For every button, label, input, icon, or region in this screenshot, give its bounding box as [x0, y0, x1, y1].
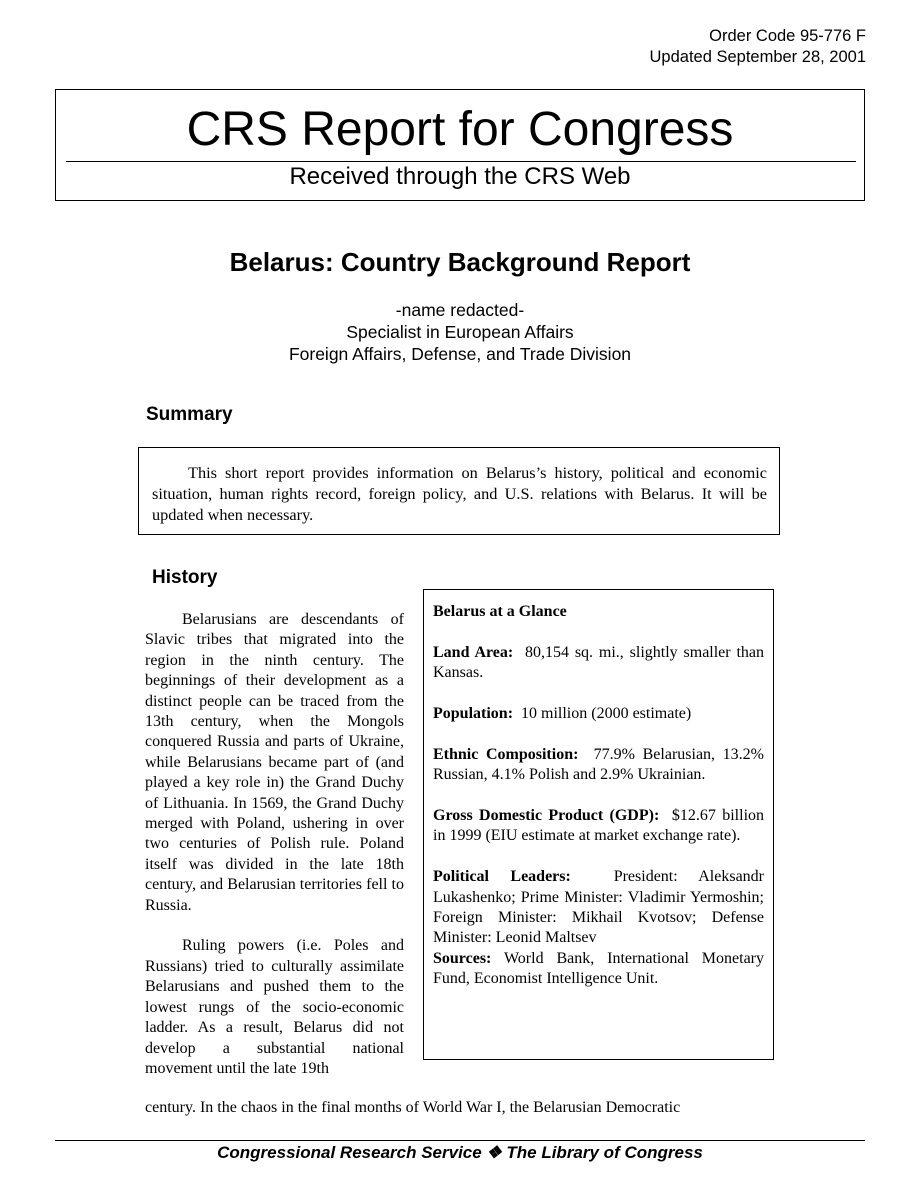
order-code: Order Code 95-776 F [709, 27, 866, 45]
glance-leaders [433, 867, 764, 949]
ethnic-value: 77.9% Belarusian, 13.2% Russian, 4.1% Polish and 2.9% Ukrainian. [433, 745, 764, 784]
order-code-block [650, 26, 867, 68]
author-name: -name redacted- [395, 300, 525, 320]
banner-title: CRS Report for Congress [186, 103, 734, 156]
crs-banner [55, 89, 865, 201]
history-paragraph-2: Ruling powers (i.e. Poles and Russians) tried to culturally assimilate Belarusians and pushed them to the lowest rungs of the socio-economic ladder. As a result, Belarus did not develop a substantial national movement until the late 19th [145, 937, 404, 1077]
glance-box [423, 589, 774, 1060]
footer-text: Congressional Research Service ❖ The Library of Congress [217, 1143, 703, 1162]
summary-text: This short report provides information on Belarus’s history, political and economic situation, human rights record, foreign policy, and U.S. relations with Belarus. It will be updated when necessary. [152, 463, 767, 524]
author-division: Foreign Affairs, Defense, and Trade Division [288, 344, 632, 364]
banner-subtitle: Received through the CRS Web [289, 163, 631, 190]
author-title: Specialist in European Affairs [346, 322, 574, 342]
sources-label: Sources: [433, 949, 492, 967]
summary-heading: Summary [146, 404, 233, 425]
author-block [0, 299, 920, 365]
history-paragraph-1: Belarusians are descendants of Slavic tribes that migrated into the region in the ninth century. The beginnings of their development as a distinct people can be traced from the 13th century, when the Mongols conquered Russia and parts of Ukraine, while Belarusians became part of (and played a key role in) the Grand Duchy of Lithuania. In 1569, the Grand Duchy merged with Poland, ushering in over two centuries of Polish rule. Poland itself was divided in the late 18th century, and Belarusian territories fell to Russia. [145, 611, 404, 914]
glance-population [433, 704, 764, 724]
history-column [145, 610, 404, 1079]
leaders-label: Political Leaders: [433, 868, 571, 886]
summary-box [138, 447, 780, 535]
sources-value: World Bank, International Monetary Fund, Economist Intelligence Unit. [433, 949, 764, 988]
history-heading: History [152, 567, 218, 588]
glance-sources [433, 949, 764, 990]
glance-land-area [433, 643, 764, 684]
ethnic-label: Ethnic Composition: [433, 745, 579, 763]
gdp-value: $12.67 billion in 1999 (EIU estimate at market exchange rate). [433, 807, 765, 845]
footer-rule [55, 1140, 865, 1141]
land-area-value: 80,154 sq. mi., slightly smaller than Kansas. [433, 643, 765, 682]
population-value: 10 million (2000 estimate) [521, 705, 692, 722]
leaders-value: President: Aleksandr Lukashenko; Prime Minister: Vladimir Yermoshin; Foreign Minister: Mikhail Kvotsov; Defense Minister: Leonid Maltsev [433, 868, 764, 947]
gdp-label: Gross Domestic Product (GDP): [433, 807, 660, 824]
population-label: Population: [433, 705, 514, 722]
glance-ethnic [433, 745, 764, 786]
glance-gdp [433, 806, 764, 847]
history-continuation: century. In the chaos in the final months of World War I, the Belarusian Democratic [145, 1099, 681, 1116]
land-area-label: Land Area: [433, 643, 514, 661]
updated-date: Updated September 28, 2001 [649, 48, 866, 66]
glance-title: Belarus at a Glance [433, 603, 567, 620]
report-title: Belarus: Country Background Report [229, 247, 691, 277]
